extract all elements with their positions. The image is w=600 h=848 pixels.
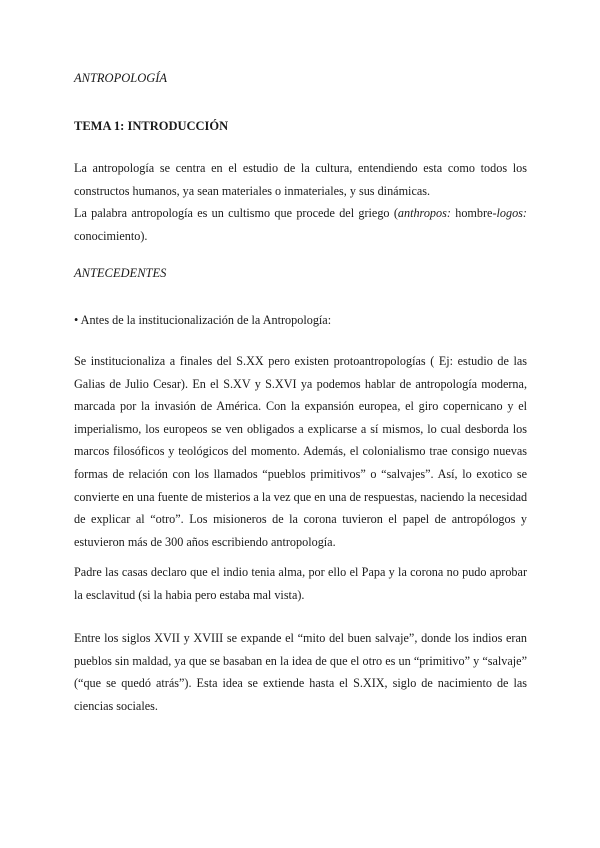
intro-term-logos: logos:: [496, 206, 527, 221]
intro-line-3: [74, 202, 527, 225]
p1-line: marcada por la invasión de América. Con la expansión europea, el giro copernicano y el: [74, 399, 527, 414]
p1-line: convierte en una fuente de misterios a la vez que en una de respuestas, naciendo la necesidad: [74, 489, 528, 504]
p1-line: de explicar al “otro”. Los misioneros de la corona tuvieron el papel de antropólogos y: [74, 512, 527, 527]
p2-line: Padre las casas declaro que el indio tenia alma, por ello el Papa y la corona no pudo aprobar: [74, 565, 527, 579]
paragraph-3: [74, 627, 527, 717]
p3-line: (“que se quedó atrás”). Esta idea se extiende hasta el S.XIX, siglo de nacimiento de las: [74, 676, 527, 691]
section-title: ANTECEDENTES: [74, 266, 167, 280]
p1-line: Galias de Julio Cesar). En el S.XV y S.XVI ya podemos hablar de antropología moderna,: [74, 376, 527, 391]
topic-title: TEMA 1: INTRODUCCIÓN: [74, 119, 229, 133]
intro-line-2: constructos humanos, ya sean materiales o inmateriales, y sus dinámicas.: [74, 183, 431, 198]
p3-line: Entre los siglos XVII y XVIII se expande el “mito del buen salvaje”, donde los indios eran: [74, 631, 527, 645]
p1-line: Se institucionaliza a finales del S.XX pero existen protoantropologías ( Ej: estudio de las: [74, 354, 527, 368]
intro-line-1: La antropología se centra en el estudio de la cultura, entendiendo esta como todos los: [74, 161, 527, 175]
paragraph-1: [74, 350, 527, 553]
p3-line: ciencias sociales.: [74, 698, 158, 713]
intro-line-4: conocimiento).: [74, 228, 148, 243]
p1-line: formas de relación con los llamados “pueblos primitivos” o “salvajes”. Así, lo exotico se: [74, 466, 527, 481]
p2-line: la esclavitud (si la habia pero estaba mal vista).: [74, 587, 305, 602]
subject-title: ANTROPOLOGÍA: [74, 71, 168, 85]
intro-paragraph: [74, 157, 527, 247]
p1-line: imperialismo, los europeos se ven obligados a explicarse a sí mismos, lo cual desborda los: [74, 421, 527, 436]
bullet-item: • Antes de la institucionalización de la Antropología:: [74, 313, 332, 327]
intro-line-3-a: La palabra antropología es un cultismo que procede del griego (: [74, 206, 398, 221]
intro-term-anthropos: anthropos:: [397, 206, 451, 221]
intro-line-3-c: hombre-: [450, 206, 497, 221]
p1-line: estuvieron más de 300 años escribiendo antropología.: [74, 534, 336, 549]
p3-line: pueblos sin maldad, ya que se basaban en la idea de que el otro es un “primitivo” y “salvaje”: [74, 653, 527, 668]
paragraph-2: [74, 561, 527, 606]
p1-line: marcos filosóficos y teológicos del momento. Además, el colonialismo trae consigo nuevas: [74, 444, 527, 459]
